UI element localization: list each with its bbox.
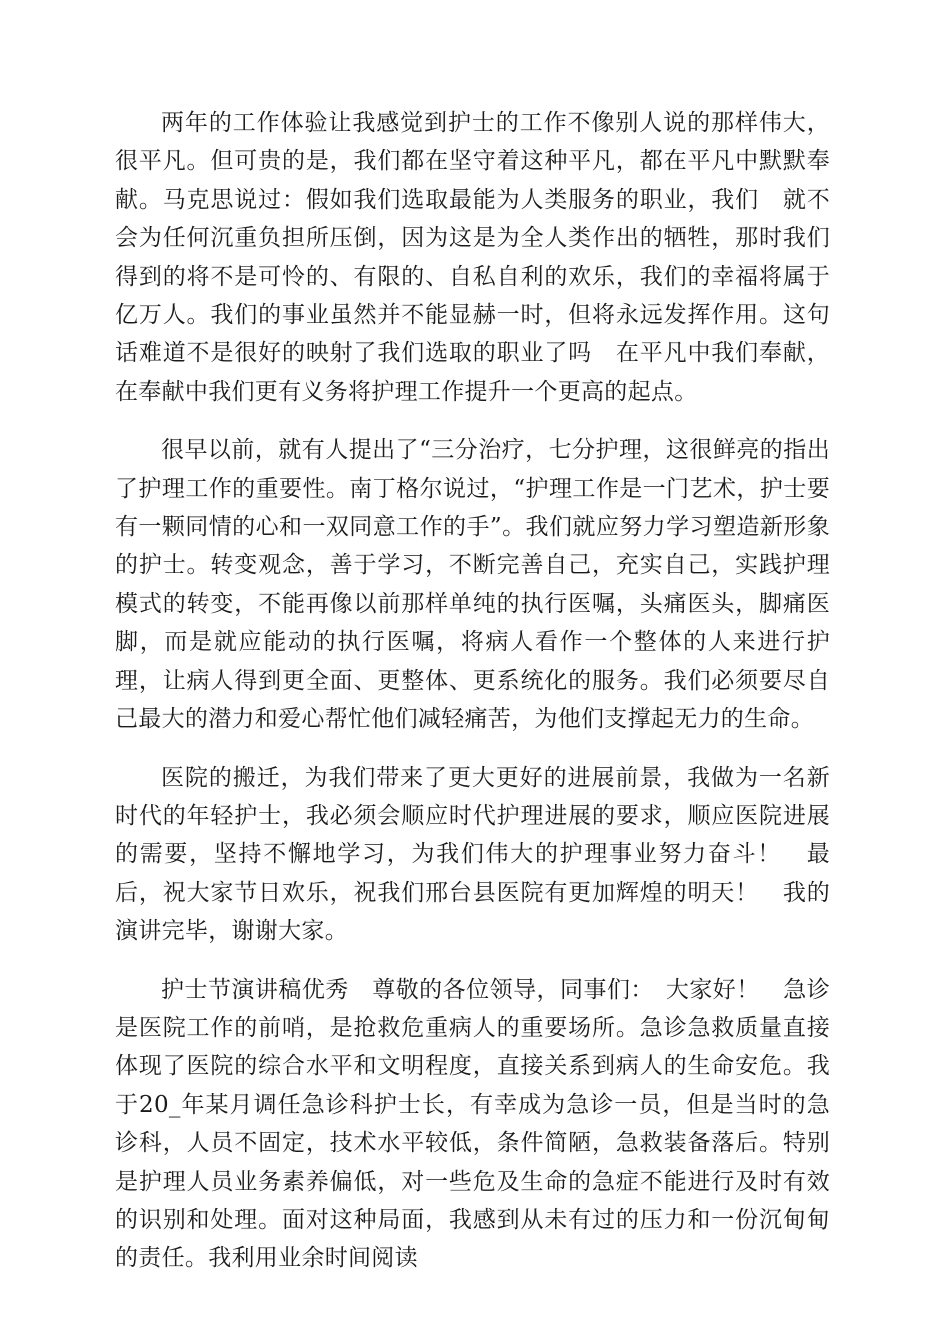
paragraph-4: 护士节演讲稿优秀 尊敬的各位领导，同事们： 大家好！ 急诊是医院工作的前哨，是抢救危重病人的重要场所。急诊急救质量直接体现了医院的综合水平和文明程度，直接关系到病人的生命安危。我于20_年某月调任急诊科护士长，有幸成为急诊一员，但是当时的急诊科，人员不固定，技术水平较低，条件简陋，急救装备落后。特别是护理人员业务素养偏低，对一些危及生命的急症不能进行及时有效的识别和处理。面对这种局面，我感到从未有过的压力和一份沉甸甸的责任。我利用业余时间阅读 [115,976,830,1272]
paragraph-1: 两年的工作体验让我感觉到护士的工作不像别人说的那样伟大，很平凡。但可贵的是，我们都在坚守着这种平凡，都在平凡中默默奉献。马克思说过：假如我们选取最能为人类服务的职业，我们 就不会为任何沉重负担所压倒，因为这是为全人类作出的牺牲，那时我们得到的将不是可怜的、有限的、自私自利的欢乐，我们的幸福将属于亿万人。我们的事业虽然并不能显赫一时，但将永远发挥作用。这句话难道不是很好的映射了我们选取的职业了吗 在平凡中我们奉献，在奉献中我们更有义务将护理工作提升一个更高的起点。 [115,110,830,405]
paragraph-3: 医院的搬迁，为我们带来了更大更好的进展前景，我做为一名新时代的年轻护士，我必须会顺应时代护理进展的要求，顺应医院进展的需要，坚持不懈地学习，为我们伟大的护理事业努力奋斗！ 最后，祝大家节日欢乐，祝我们邢台县医院有更加辉煌的明天！ 我的演讲完毕，谢谢大家。 [115,764,830,945]
document-page [115,104,830,1298]
paragraph-2: 很早以前，就有人提出了“三分治疗，七分护理，这很鲜亮的指出了护理工作的重要性。南丁格尔说过，“护理工作是一门艺术，护士要有一颗同情的心和一双同意工作的手”。我们就应努力学习塑造新形象的护士。转变观念，善于学习，不断完善自己，充实自己，实践护理模式的转变，不能再像以前那样单纯的执行医嘱，头痛医头，脚痛医脚，而是就应能动的执行医嘱，将病人看作一个整体的人来进行护理，让病人得到更全面、更整体、更系统化的服务。我们必须要尽自己最大的潜力和爱心帮忙他们减轻痛苦，为他们支撑起无力的生命。 [115,437,830,733]
